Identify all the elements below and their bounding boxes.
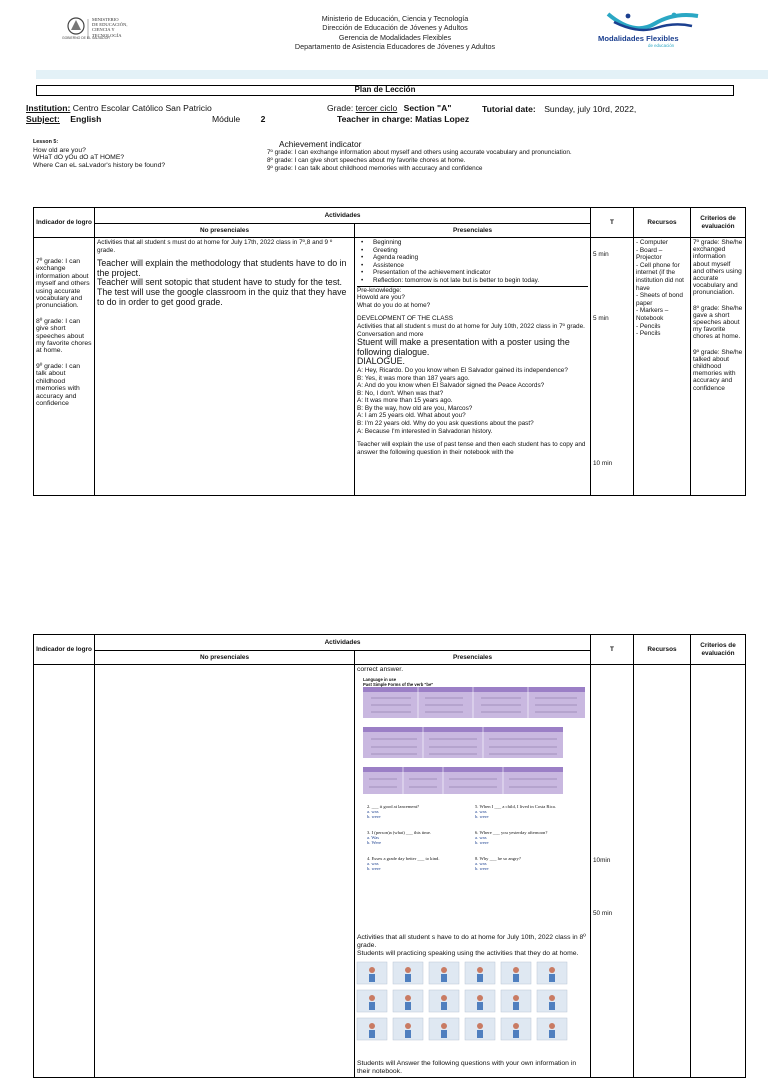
tutorial-row: [482, 105, 636, 114]
lesson-table-1: [33, 207, 746, 496]
subject-label: Subject:: [26, 114, 60, 124]
lesson-question-2: WHaT dO yOu dO aT HOME?: [33, 154, 125, 162]
resource-item: - Pencils: [636, 330, 661, 338]
resource-item: - Computer: [636, 239, 668, 246]
activities-8-text: Activities that all student s have to do at home for July 10th, 2022 class in 8º grade.: [357, 933, 586, 949]
indicator-cell: [34, 238, 95, 496]
subject-row: [26, 115, 101, 124]
quiz-option: b. were: [475, 814, 489, 820]
no-presencial-intro: Activities that all student s must do at home for July 17th, 2022 class in 7º,8 and 9 º grade.: [97, 239, 333, 254]
pre-knowledge-label: Pre-knowledge:: [357, 286, 588, 295]
presenciales-cell: [355, 238, 591, 496]
t-header: T: [591, 635, 634, 665]
criterios-cell: [691, 665, 746, 1078]
quiz-number: 2.: [367, 803, 371, 809]
logo-subtitle: de educación: [648, 43, 675, 48]
logo-caption: GOBIERNO DE EL SALVADOR: [62, 36, 110, 40]
worksheet-subtitle: Past Simple Forms of the verb "be": [363, 681, 434, 687]
quiz-option: b. were: [367, 814, 381, 820]
no-presencial-test: Teacher will sent sotopic that student have to study for the test. The test will use the google classroom in the quiz that they have to do in order to get good grade.: [97, 277, 347, 307]
module-value: 2: [260, 114, 266, 124]
criterios-header: Criterios de evaluación: [691, 635, 746, 665]
quiz-number: 4.: [367, 855, 371, 861]
indicator-cell: [34, 665, 95, 1078]
logo-line-3: CIENCIA Y: [92, 27, 115, 33]
quiz-option: b. were: [475, 866, 489, 872]
subject-value: English: [70, 114, 102, 124]
agenda-item: • Reflection: tomorrow is not late but is better to begin today.: [361, 277, 588, 285]
closing-text: Teacher will explain the use of past tense and then each student has to copy and answer the following question in their notebook with the: [357, 441, 586, 456]
t-cell: [591, 238, 634, 496]
ribbon-logo-icon: [594, 10, 714, 36]
quiz-item: [367, 830, 467, 846]
chores-images: [357, 962, 567, 1040]
module-label: Módule: [212, 114, 241, 124]
quiz-option: a. Was: [367, 835, 380, 840]
no-presenciales-header: No presenciales: [95, 224, 355, 238]
quiz-questions: [357, 802, 588, 882]
teacher-row: [337, 115, 469, 124]
dialogue-line: A: Hey, Ricardo. Do you know when El Salvador gained its independence?: [357, 366, 568, 374]
achievement-lines: [267, 149, 572, 172]
quiz-question: ___ it good at lancement?: [371, 803, 420, 809]
header-line-4: Departamento de Asistencia Educadores de Jóvenes y Adultos: [294, 42, 496, 52]
grade-value: tercer ciclo: [355, 103, 398, 113]
quiz-number: 8.: [475, 855, 479, 861]
dialogue-line: A: And do you know when El Salvador signed the Peace Accords?: [357, 382, 545, 390]
quiz-item: [475, 804, 585, 820]
quiz-question: When I ___ a child, I lived in Costa Rica.: [479, 803, 556, 809]
indicator-7: 7º grade: I can exchange information about myself and others using accurate vocabulary and pronunciation.: [36, 258, 90, 310]
logo-line-1: MINISTERIO: [92, 17, 119, 22]
development-instruction: Stuent will make a presentation with a poster using the following dialogue.: [357, 337, 570, 357]
pre-knowledge-q2: What do you do at home?: [357, 301, 431, 309]
resource-item: - Board –: [636, 246, 663, 254]
ministry-logo: [62, 16, 182, 42]
criterio-9: 9º grade: She/he talked about childhood memories with accuracy and confidence: [693, 348, 743, 392]
correct-answer-text: correct answer.: [357, 666, 404, 673]
quiz-number: 3.: [367, 829, 371, 835]
resource-item: - Sheets of bond paper: [636, 292, 683, 307]
dialogue-line: A: It was more than 15 years ago.: [357, 397, 453, 405]
quiz-question: I (person)a (what) ___ this time.: [371, 829, 432, 835]
quiz-option: a. was: [475, 809, 487, 814]
indicator-8: 8º grade: I can give short speeches about my favorite chores at home.: [36, 317, 92, 355]
dialogue-line: A: I am 25 years old. What about you?: [357, 412, 466, 420]
tutorial-label: Tutorial date:: [482, 104, 536, 114]
institution-row: [26, 104, 212, 113]
resource-item: - Pencils: [636, 322, 661, 330]
agenda-item: • Presentation of the achievement indicator: [361, 269, 588, 277]
household-chores-illustrations: [357, 962, 567, 1040]
no-presencial-methodology: Teacher will explain the methodology that students have to do in the project.: [97, 258, 347, 278]
header-line-2: Dirección de Educación de Jóvenes y Adultos: [322, 23, 468, 33]
modalidades-logo: [594, 10, 714, 52]
module-row: [212, 115, 265, 124]
t-value: 5 min: [593, 251, 609, 258]
dialogue-title: DIALOGUE.: [357, 356, 405, 367]
institution-label: Institution:: [26, 103, 71, 113]
quiz-number: 6.: [475, 829, 479, 835]
lesson-label: Lesson 5:: [33, 139, 59, 145]
header-line-1: Ministerio de Educación, Ciencia y Tecnología: [321, 14, 469, 23]
activities-header: Actividades: [95, 635, 591, 651]
lesson-table-2: [33, 634, 746, 1078]
t-cell: [591, 665, 634, 1078]
criterios-cell: [691, 238, 746, 496]
t-header: T: [591, 208, 634, 238]
criterio-7: 7º grade: She/he exchanged information about myself and others using accurate vocabulary and pronunciation.: [693, 239, 743, 297]
recursos-header: Recursos: [634, 208, 691, 238]
resource-item: Projector: [636, 254, 662, 262]
t-value: 10 min: [593, 460, 613, 468]
dialogue-line: A: Because I'm interested in Salvadoran history.: [357, 427, 493, 435]
teacher-value: Matias Lopez: [415, 114, 470, 124]
criterios-header: Criterios de evaluación: [691, 208, 746, 238]
quiz-question: Essex a grade day better ___ to kind.: [371, 855, 440, 861]
quiz-question: Where ___ you yesterday afternoon?: [479, 829, 548, 835]
agenda-item: • Greeting: [361, 247, 588, 255]
lesson-question-1: How old are you?: [33, 146, 86, 154]
agenda-item: • Assistence: [361, 262, 588, 270]
quiz-item: [475, 856, 585, 872]
quiz-question: Why ___ he so angry?: [479, 855, 521, 861]
agenda-item: • Agenda reading: [361, 254, 588, 262]
quiz-option: a. was: [367, 809, 379, 814]
quiz-option: a. was: [475, 861, 487, 866]
quiz-option: a. was: [475, 835, 487, 840]
resource-item: - Cell phone for internet (if the institution did not have: [636, 261, 684, 292]
dialogue-line: B: By the way, how old are you, Marcos?: [357, 404, 473, 412]
no-presenciales-cell: [95, 238, 355, 496]
development-text: Activities that all student s must do at home for July 10th, 2022 class in 7º grade. Conversation and more: [357, 322, 585, 338]
t-value: 5 min: [593, 314, 609, 322]
quiz-item: [367, 856, 467, 872]
lesson-block: [33, 139, 165, 169]
presenciales-header: Presenciales: [355, 224, 591, 238]
teacher-label: Teacher in charge:: [337, 114, 413, 124]
dialogue-line: B: No, I don't. When was that?: [357, 389, 444, 397]
worksheet-tables-image: [363, 687, 585, 799]
past-tense-worksheet: [357, 676, 585, 800]
t-value: 10min: [593, 857, 611, 864]
no-presenciales-cell: [95, 665, 355, 1078]
quiz-option: b. were: [475, 840, 489, 846]
criterio-8: 8º grade: She/he gave a short speeches about my favorite chores at home.: [693, 304, 743, 341]
achievement-line-9: 9º grade: I can talk about childhood memories with accuracy and confidence: [267, 164, 483, 172]
grade-row: [327, 104, 451, 113]
pre-knowledge-q1: Howold are you?: [357, 294, 405, 302]
agenda-list: [361, 239, 588, 285]
indicator-header: Indicador de logro: [34, 635, 95, 665]
plan-title: Plan de Lección: [36, 85, 734, 96]
logo-line-4: TECNOLOGÍA: [92, 32, 122, 38]
recursos-cell: [634, 665, 691, 1078]
answer-text: Students will Answer the following questions with your own information in their notebook.: [357, 1059, 577, 1075]
resource-item: - Markers – Notebook: [636, 307, 669, 322]
dialogue-line: B: Yes, it was more than 187 years ago.: [357, 374, 470, 382]
quiz-item: [475, 830, 585, 846]
logo-title: Modalidades Flexibles: [598, 34, 679, 43]
header-band: [36, 70, 768, 79]
quiz-option: a. was: [367, 861, 379, 866]
achievement-title: Achievement indicator: [279, 139, 362, 149]
activities-header: Actividades: [95, 208, 591, 224]
achievement-line-8: 8º grade: I can give short speeches about my favorite chores at home.: [267, 156, 466, 164]
achievement-line-7: 7º grade: I can exchange information about myself and others using accurate vocabulary and pronunciation.: [267, 149, 572, 156]
worksheet-title: Language in use: [363, 676, 397, 682]
t-value: 50 min: [593, 909, 613, 917]
section-label: Section "A": [403, 103, 452, 113]
quiz-option: b. were: [367, 866, 381, 872]
dialogue-line: B: I'm 22 years old. Why do you ask questions about the past?: [357, 420, 534, 428]
speaking-text: Students will practicing speaking using the activities that they do at home.: [357, 949, 579, 957]
quiz-option: b. Were: [367, 840, 382, 846]
indicator-9: 9º grade: I can talk about childhood memories with accuracy and confidence: [36, 362, 81, 407]
institution-value: Centro Escolar Católico San Patricio: [72, 103, 212, 113]
agenda-item: • Beginning: [361, 239, 588, 247]
no-presenciales-header: No presenciales: [95, 651, 355, 665]
indicator-header: Indicador de logro: [34, 208, 95, 238]
lesson-question-3: Where Can eL saLvador's history be found?: [33, 161, 166, 169]
grade-label: Grade:: [327, 103, 354, 113]
quiz-number: 5.: [475, 803, 479, 809]
recursos-cell: [634, 238, 691, 496]
header-line-3: Gerencia de Modalidades Flexibles: [338, 32, 452, 42]
quiz-item: [367, 804, 467, 820]
recursos-header: Recursos: [634, 635, 691, 665]
presenciales-cell: [355, 665, 591, 1078]
tutorial-value: Sunday, july 10rd, 2022,: [544, 104, 637, 114]
presenciales-header: Presenciales: [355, 651, 591, 665]
development-title: DEVELOPMENT OF THE CLASS: [357, 315, 454, 323]
logo-line-2: DE EDUCACIÓN,: [92, 22, 128, 28]
ministry-header: [250, 14, 540, 52]
